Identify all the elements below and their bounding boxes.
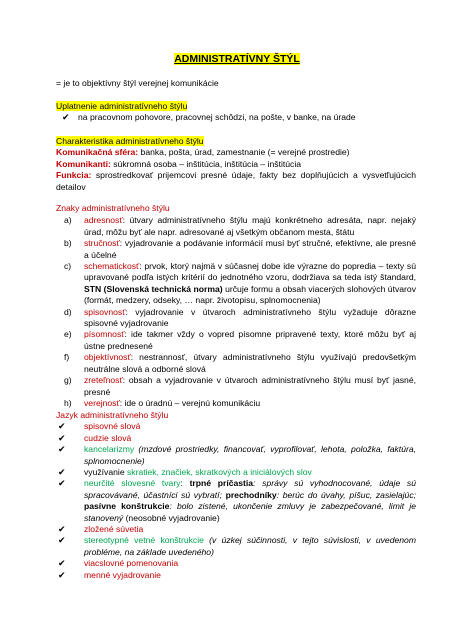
list-item: a) adresnosť: útvary administratívneho štýlu majú konkrétneho adresáta, napr. nejaký úrad, môžu byť ale napr. adresované aj všetkým občanom mesta, štátu xyxy=(64,215,416,237)
checkmark-icon: ✔ xyxy=(58,535,66,546)
document-title: ADMINISTRATÍVNY ŠTÝL xyxy=(174,53,300,65)
list-item: ✔ neurčité slovesné tvary: trpné príčastia: správy sú vyhodnocované, údaje sú spracovávané, účastníci sú vybratí; prechodníky: berúc do úvahy, píšuc, zasielajúc; pasívne konštrukcie: bolo zistené, ukončenie zmluvy je zabezpečované, limit je stanovený (neosobné vyjadrovanie) xyxy=(58,478,417,523)
section-uplatnenie xyxy=(56,101,416,124)
list-item: e) písomnosť: ide takmer vždy o vopred písomne pripravené texty, ktoré môžu byť aj ústne prednesené xyxy=(64,329,416,351)
section-heading: Jazyk administratívneho štýlu xyxy=(56,410,169,420)
list-item: ✔ viacslovné pomenovania xyxy=(58,558,179,569)
list-item: d) spisovnosť: vyjadrovanie v útvaroch administratívneho štýlu vyžaduje dôrazne spisovné vyjadrovanie xyxy=(64,306,416,329)
section-charakteristika xyxy=(56,136,416,193)
section-heading: Charakteristika administratívneho štýlu xyxy=(56,136,204,146)
section-heading: Uplatnenie administratívneho štýlu xyxy=(56,101,188,111)
list-item: h) verejnosť: ide o úradnú – verejnú komunikáciu xyxy=(64,397,261,408)
section-heading: Znaky administratívneho štýlu xyxy=(56,203,170,213)
list-item: ✔ zložené súvetia xyxy=(58,524,144,535)
list-item: b) stručnosť: vyjadrovanie a podávanie informácií musí byť stručné, efektívne, ale presné a účelné xyxy=(64,238,416,260)
checkmark-icon: ✔ xyxy=(58,444,66,455)
checkmark-icon: ✔ xyxy=(58,421,66,432)
list-item: ✔ menné vyjadrovanie xyxy=(58,569,161,580)
row-label: Komunikanti: xyxy=(56,158,111,169)
section-jazyk xyxy=(56,410,416,581)
row-label: Funkcia: xyxy=(56,170,92,181)
checkmark-icon: ✔ xyxy=(58,432,66,443)
row-text: banka, pošta, úrad, zamestnanie (= verejné prostredie) xyxy=(138,147,350,158)
row-text: súkromná osoba – inštitúcia, inštitúcia – inštitúcia xyxy=(110,158,302,169)
list-item: ✔ stereotypné vetné konštrukcie (v úzkej súčinnosti, v tejto súvislosti, v uvedenom probléme, na základe uvedeného) xyxy=(58,535,416,557)
checkmark-icon: ✔ xyxy=(58,467,66,478)
checkmark-icon: ✔ xyxy=(58,524,66,535)
list-item: ✔ spisovné slová xyxy=(58,421,141,432)
checkmark-icon: ✔ xyxy=(62,112,70,123)
list-item: c) schematickosť: prvok, ktorý najmä v súčasnej dobe ide výrazne do popredia – texty sú upravované podľa istých kritérií do jednotného vzoru, dodržiava sa teda istý štandard, STN (Slovenská technická norma) určuje formu a obsah viacerých slohových útvarov (formát, medzery, odseky, … napr. životopisu, splnomocnenia) xyxy=(64,261,416,306)
list-item: ✔ využívanie skratiek, značiek, skratkových a iniciálových slov xyxy=(58,467,312,478)
checkmark-icon: ✔ xyxy=(58,558,66,569)
row-label: Komunikačná sféra: xyxy=(56,147,139,158)
definition: = je to objektívny štýl verejnej komunikácie xyxy=(56,78,219,88)
list-item: ✔ kancelarizmy (mzdové prostriedky, financovať, vyprofilovať, lehota, položka, faktúra, splnomocnenie) xyxy=(58,444,416,466)
section-znaky xyxy=(56,203,416,409)
list-item: g) zreteľnosť: obsah a vyjadrovanie v útvaroch administratívneho štýlu musí byť jasné, presné xyxy=(64,375,416,397)
list-item: ✔ cudzie slová xyxy=(58,432,132,443)
list-item: f) objektívnosť: nestrannosť, útvary administratívneho štýlu využívajú predovšetkým neutrálne slová a odborné slová xyxy=(64,352,416,374)
checkmark-icon: ✔ xyxy=(58,478,66,489)
row-text: sprostredkovať prijemcovi presné údaje, fakty bez doplňujúcich a vysvetľujúcich detailov xyxy=(56,170,416,192)
list-item: na pracovnom pohovore, pracovnej schôdzi, na pošte, v banke, na úrade xyxy=(78,112,356,123)
checkmark-icon: ✔ xyxy=(58,569,66,580)
